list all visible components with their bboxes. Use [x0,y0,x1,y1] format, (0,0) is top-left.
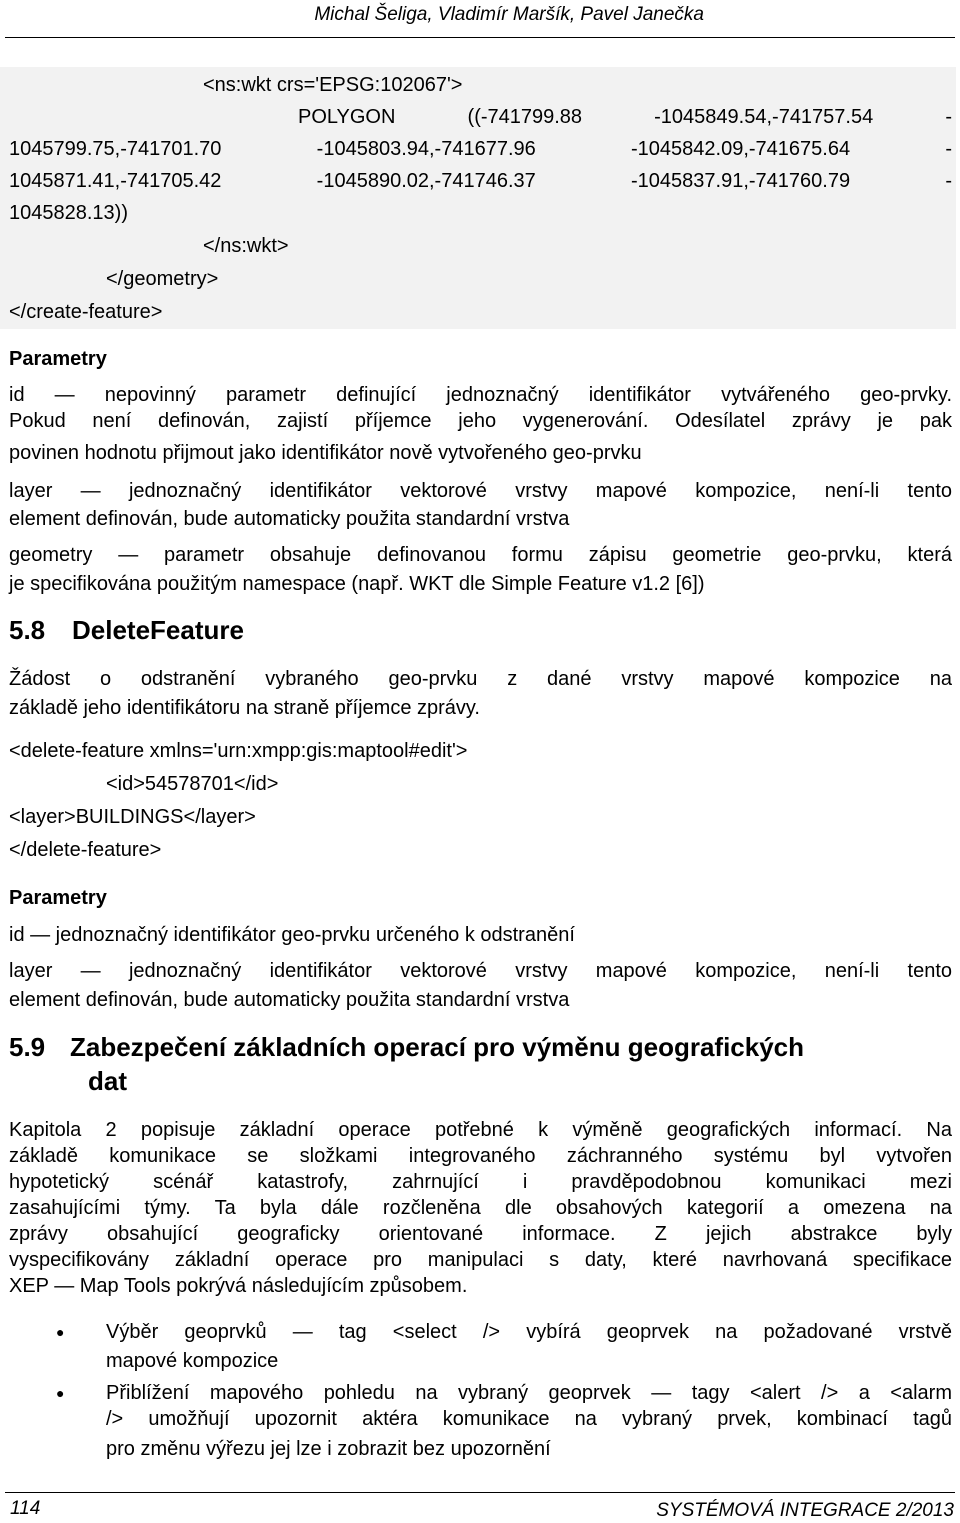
section-number: 5.8 [9,615,46,645]
param-id-description: id — nepovinný parametr definující jednoznačný identifikátor vytvářeného geo-prvky. Pokud není definován, zajistí příjemce jeho vygenerování. Odesílatel zprávy je pak [9,384,952,432]
header-rule [5,37,955,38]
code-line: 1045799.75,-741701.70 -1045803.94,-741677.96 -1045842.09,-741675.64 - [9,138,952,160]
list-item: Výběr geoprvků — tag <select /> vybírá geoprvek na požadované vrstvě [106,1321,952,1343]
list-item-end: mapové kompozice [106,1350,279,1372]
bullet-icon: ● [56,1324,65,1340]
code-line: 1045871.41,-741705.42 -1045890.02,-741746.37 -1045837.91,-741760.79 - [9,170,952,192]
param-layer-description: layer — jednoznačný identifikátor vektorové vrstvy mapové kompozice, není-li tento [9,960,952,982]
section-title: Zabezpečení základních operací pro výměnu geografických [70,1032,805,1062]
parameters-heading: Parametry [9,348,107,370]
footer-rule [5,1492,955,1493]
bullet-icon: ● [56,1385,65,1401]
section-number: 5.9 [9,1032,46,1062]
code-line: </ns:wkt> [203,235,289,257]
section-paragraph-end: základě jeho identifikátoru na straně příjemce zprávy. [9,697,480,719]
section-paragraph: Žádost o odstranění vybraného geo-prvku z dané vrstvy mapové kompozice na [9,668,952,690]
section-paragraph-end: XEP — Map Tools pokrývá následujícím způsobem. [9,1275,468,1297]
code-line: </delete-feature> [9,839,162,861]
section-title-continued: dat [88,1066,127,1096]
running-header-authors: Michal Šeliga, Vladimír Maršík, Pavel Janečka [314,4,704,25]
code-line: <delete-feature xmlns='urn:xmpp:gis:maptool#edit'> [9,740,468,762]
section-title: DeleteFeature [72,615,244,645]
journal-name: SYSTÉMOVÁ INTEGRACE 2/2013 [656,1500,954,1521]
code-line: </geometry> [106,268,219,290]
parameters-heading: Parametry [9,887,107,909]
section-paragraph: Kapitola 2 popisuje základní operace potřebné k výměně geografických informací. Na základě komunikace se složkami integrovaného záchranného systému byl vytvořen hypotetický scénář katastrofy, zahrnující i pravděpodobnou komunikaci mezi zasahujícími týmy. Ta byla dále rozčleněna dle obsahových kategorií a omezena na zprávy obsahující geograficky orientované informace. Z jejich abstrakce byly vyspecifikovány základní operace pro manipulaci s daty, které navrhovaná specifikace [9,1119,952,1271]
list-item-end: pro změnu výřezu jej lze i zobrazit bez upozornění [106,1438,551,1460]
code-line: <id>54578701</id> [106,773,279,795]
code-line: <layer>BUILDINGS</layer> [9,806,256,828]
param-geometry-description-end: je specifikována použitým namespace (např. WKT dle Simple Feature v1.2 [6]) [9,573,705,595]
param-layer-description-end: element definován, bude automaticky použita standardní vrstva [9,989,570,1011]
code-line: <ns:wkt crs='EPSG:102067'> [203,74,463,96]
list-item: Přiblížení mapového pohledu na vybraný geoprvek — tagy <alert /> a <alarm /> umožňují upozornit aktéra komunikace na vybraný prvek, kombinací tagů [106,1382,952,1430]
param-layer-description-end: element definován, bude automaticky použita standardní vrstva [9,508,570,530]
param-geometry-description: geometry — parametr obsahuje definovanou formu zápisu geometrie geo-prvku, která [9,544,952,566]
param-id-description: id — jednoznačný identifikátor geo-prvku určeného k odstranění [9,924,575,946]
param-layer-description: layer — jednoznačný identifikátor vektorové vrstvy mapové kompozice, není-li tento [9,480,952,502]
param-id-description-end: povinen hodnotu přijmout jako identifikátor nově vytvořeného geo-prvku [9,442,642,464]
code-line: POLYGON ((-741799.88 -1045849.54,-741757.54 - [298,106,952,128]
code-line: 1045828.13)) [9,202,128,224]
code-line: </create-feature> [9,301,163,323]
page-number: 114 [10,1498,41,1519]
